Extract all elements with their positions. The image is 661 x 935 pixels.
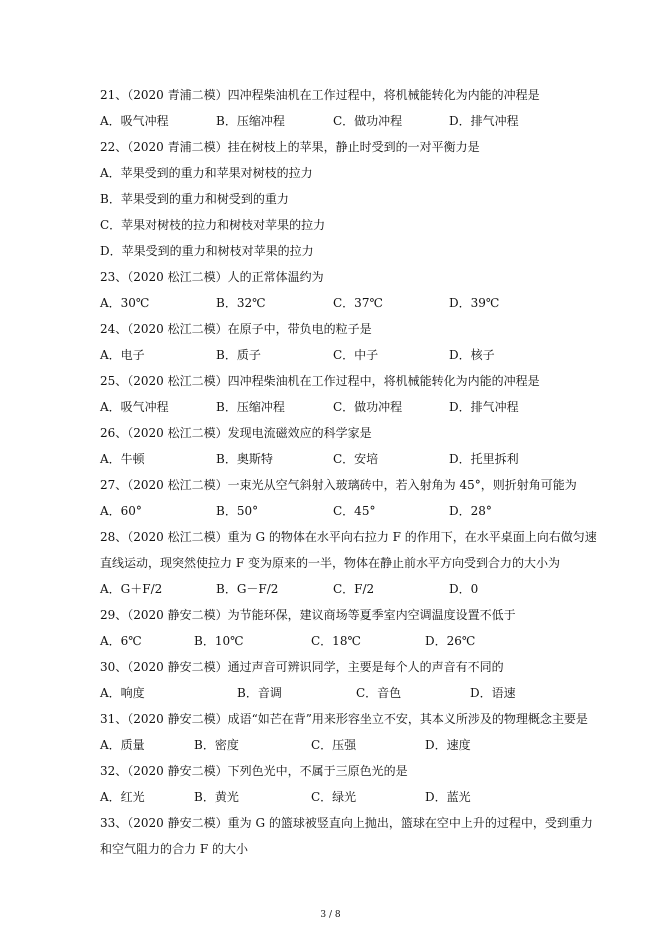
option-d: D．39℃ <box>449 296 500 310</box>
question-stem: 30、（2020 静安二模）通过声音可辨识同学，主要是每个人的声音有不同的 <box>100 660 504 674</box>
option-a: A．响度 <box>100 686 145 700</box>
page-number: 3 / 8 <box>320 910 341 920</box>
option-b: B．G－F/2 <box>216 582 279 596</box>
option-d: D．排气冲程 <box>449 114 519 128</box>
option-c: C．安培 <box>333 452 379 466</box>
option-d: D．苹果受到的重力和树枝对苹果的拉力 <box>100 244 314 258</box>
option-d: D．核子 <box>449 348 495 362</box>
option-c: C．18℃ <box>311 634 361 648</box>
question-stem: 21、（2020 青浦二模）四冲程柴油机在工作过程中，将机械能转化为内能的冲程是 <box>100 88 540 102</box>
option-c: C．做功冲程 <box>333 114 403 128</box>
question-stem: 29、（2020 静安二模）为节能环保，建议商场等夏季室内空调温度设置不低于 <box>100 608 516 622</box>
question-stem-continued: 直线运动，现突然使拉力 F 变为原来的一半，物体在静止前水平方向受到合力的大小为 <box>100 556 560 570</box>
option-c: C．音色 <box>356 686 402 700</box>
option-b: B．黄光 <box>194 790 239 804</box>
option-d: D．26℃ <box>425 634 476 648</box>
option-b: B．压缩冲程 <box>216 114 285 128</box>
question-stem: 26、（2020 松江二模）发现电流磁效应的科学家是 <box>100 426 372 440</box>
question-stem: 25、（2020 松江二模）四冲程柴油机在工作过程中，将机械能转化为内能的冲程是 <box>100 374 540 388</box>
option-c: C．F/2 <box>333 582 375 596</box>
option-b: B．奥斯特 <box>216 452 273 466</box>
option-a: A．60° <box>100 504 142 518</box>
option-a: A．电子 <box>100 348 145 362</box>
option-d: D．速度 <box>425 738 471 752</box>
option-a: A．牛顿 <box>100 452 145 466</box>
question-stem: 31、（2020 静安二模）成语“如芒在背”用来形容坐立不安，其本义所涉及的物理概念主要是 <box>100 712 588 726</box>
option-a: A．苹果受到的重力和苹果对树枝的拉力 <box>100 166 313 180</box>
question-stem: 28、（2020 松江二模）重为 G 的物体在水平向右拉力 F 的作用下，在水平桌面上向右做匀速 <box>100 530 597 544</box>
option-b: B．32℃ <box>216 296 266 310</box>
option-c: C．压强 <box>311 738 357 752</box>
option-a: A．吸气冲程 <box>100 400 169 414</box>
option-b: B．密度 <box>194 738 239 752</box>
option-c: C．苹果对树枝的拉力和树枝对苹果的拉力 <box>100 218 326 232</box>
option-a: A．G＋F/2 <box>100 582 163 596</box>
option-b: B．音调 <box>237 686 282 700</box>
option-c: C．中子 <box>333 348 379 362</box>
option-c: C．绿光 <box>311 790 357 804</box>
question-stem-continued: 和空气阻力的合力 F 的大小 <box>100 842 248 856</box>
option-a: A．质量 <box>100 738 145 752</box>
question-stem: 22、（2020 青浦二模）挂在树枝上的苹果，静止时受到的一对平衡力是 <box>100 140 480 154</box>
option-a: A．红光 <box>100 790 145 804</box>
question-stem: 32、（2020 静安二模）下列色光中，不属于三原色光的是 <box>100 764 408 778</box>
option-d: D．排气冲程 <box>449 400 519 414</box>
option-b: B．压缩冲程 <box>216 400 285 414</box>
option-c: C．做功冲程 <box>333 400 403 414</box>
option-a: A．6℃ <box>100 634 142 648</box>
question-stem: 23、（2020 松江二模）人的正常体温约为 <box>100 270 324 284</box>
option-d: D．0 <box>449 582 479 596</box>
option-a: A．吸气冲程 <box>100 114 169 128</box>
question-stem: 33、（2020 静安二模）重为 G 的篮球被竖直向上抛出，篮球在空中上升的过程中，受到重力 <box>100 816 593 830</box>
option-b: B．苹果受到的重力和树受到的重力 <box>100 192 289 206</box>
question-stem: 24、（2020 松江二模）在原子中，带负电的粒子是 <box>100 322 372 336</box>
option-d: D．蓝光 <box>425 790 471 804</box>
question-stem: 27、（2020 松江二模）一束光从空气斜射入玻璃砖中，若入射角为 45°，则折射角可能为 <box>100 478 577 492</box>
option-d: D．语速 <box>470 686 516 700</box>
option-a: A．30℃ <box>100 296 150 310</box>
option-b: B．10℃ <box>194 634 244 648</box>
option-c: C．37℃ <box>333 296 383 310</box>
option-c: C．45° <box>333 504 376 518</box>
option-d: D．28° <box>449 504 492 518</box>
option-b: B．50° <box>216 504 259 518</box>
option-b: B．质子 <box>216 348 261 362</box>
option-d: D．托里拆利 <box>449 452 519 466</box>
